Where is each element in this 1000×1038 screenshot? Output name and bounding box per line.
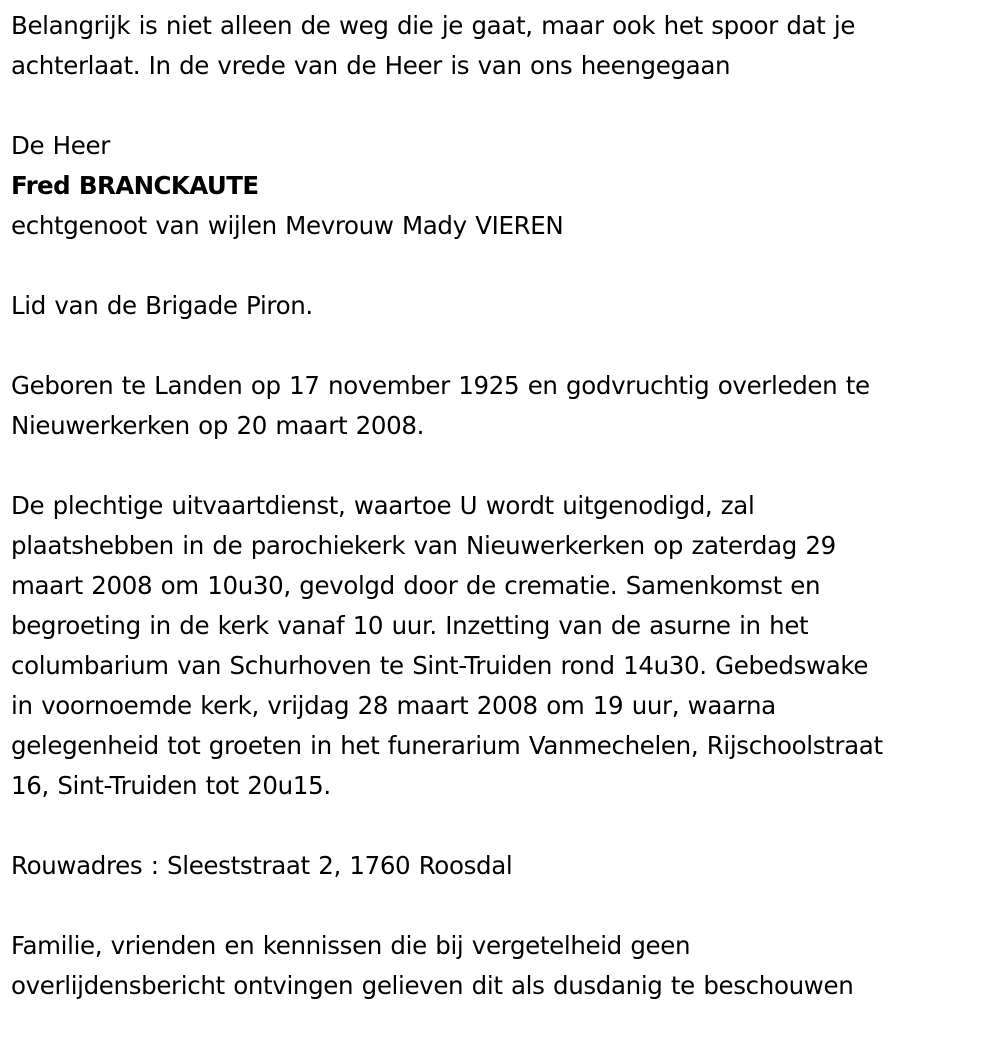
spacer (11, 246, 996, 286)
spacer (11, 326, 996, 366)
birth-death-paragraph (11, 366, 996, 446)
closing-paragraph (11, 926, 996, 1006)
mourning-address: Rouwadres : Sleeststraat 2, 1760 Roosdal (11, 851, 513, 880)
funeral-line: in voornoemde kerk, vrijdag 28 maart 2008 om 19 uur, waarna (11, 691, 776, 720)
funeral-line: gelegenheid tot groeten in het funerarium Vanmechelen, Rijschoolstraat (11, 731, 883, 760)
funeral-paragraph (11, 486, 996, 806)
birth-death-line: Nieuwerkerken op 20 maart 2008. (11, 411, 425, 440)
spacer (11, 86, 996, 126)
intro-line: Belangrijk is niet alleen de weg die je gaat, maar ook het spoor dat je (11, 11, 856, 40)
closing-line: overlijdensbericht ontvingen gelieven dit als dusdanig te beschouwen (11, 971, 854, 1000)
spouse-line: echtgenoot van wijlen Mevrouw Mady VIEREN (11, 211, 564, 240)
funeral-line: plaatshebben in de parochiekerk van Nieuwerkerken op zaterdag 29 (11, 531, 836, 560)
title-prefix: De Heer (11, 131, 110, 160)
membership-line: Lid van de Brigade Piron. (11, 291, 313, 320)
spacer (11, 446, 996, 486)
funeral-line: columbarium van Schurhoven te Sint-Truiden rond 14u30. Gebedswake (11, 651, 869, 680)
obituary-notice (11, 6, 996, 1006)
intro-line: achterlaat. In de vrede van de Heer is van ons heengegaan (11, 51, 731, 80)
funeral-line: maart 2008 om 10u30, gevolgd door de crematie. Samenkomst en (11, 571, 821, 600)
deceased-name: Fred BRANCKAUTE (11, 171, 259, 200)
closing-line: Familie, vrienden en kennissen die bij vergetelheid geen (11, 931, 691, 960)
spacer (11, 886, 996, 926)
funeral-line: begroeting in de kerk vanaf 10 uur. Inzetting van de asurne in het (11, 611, 809, 640)
birth-death-line: Geboren te Landen op 17 november 1925 en godvruchtig overleden te (11, 371, 870, 400)
spacer (11, 806, 996, 846)
funeral-line: De plechtige uitvaartdienst, waartoe U wordt uitgenodigd, zal (11, 491, 755, 520)
funeral-line: 16, Sint-Truiden tot 20u15. (11, 771, 331, 800)
intro-paragraph (11, 6, 996, 86)
deceased-block (11, 126, 996, 246)
